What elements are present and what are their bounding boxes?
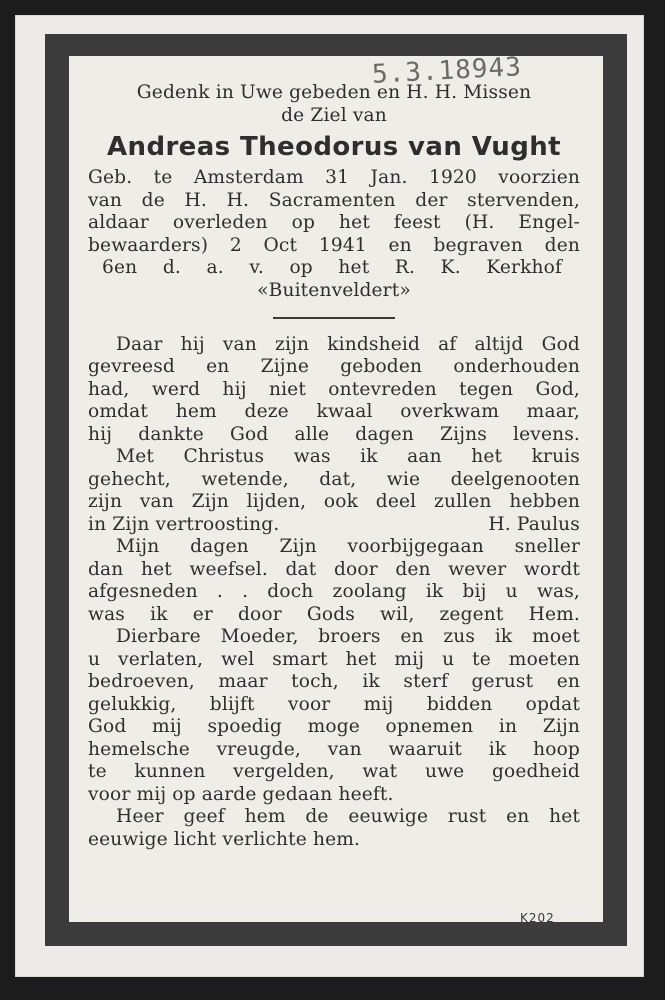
deceased-name: Andreas Theodorus van Vught <box>107 132 561 162</box>
body-line: was ik er door Gods wil, zegent Hem. <box>88 603 580 625</box>
body-line: Met Christus was ik aan het kruis <box>116 446 580 467</box>
body-line: omdat hem deze kwaal overkwam maar, <box>88 401 580 422</box>
header-line-2: de Ziel van <box>281 104 387 126</box>
body-line: gelukkig, blijft voor mij bidden opdat <box>88 693 580 715</box>
body-line: u verlaten, wel smart het mij u te moeten <box>88 648 580 670</box>
quote-attribution: H. Paulus <box>488 513 580 535</box>
body-line: hij dankte God alle dagen Zijns levens. <box>88 423 580 445</box>
body-line: Dierbare Moeder, broers en zus ik moet <box>116 626 580 647</box>
body-line: voor mij op aarde gedaan heeft. <box>88 783 394 805</box>
body-line: bedroeven, maar toch, ik sterf gerust en <box>88 671 580 692</box>
details-line: van de H. H. Sacramenten der stervenden, <box>88 189 580 211</box>
body-line: eeuwige licht verlichte hem. <box>88 828 361 850</box>
header-line-1: Gedenk in Uwe gebeden en H. H. Missen <box>136 82 532 103</box>
details-line: Geb. te Amsterdam 31 Jan. 1920 voorzien <box>88 167 580 188</box>
details-line: aldaar overleden op het feest (H. Engel- <box>88 212 580 233</box>
details-line: bewaarders) 2 Oct 1941 en begraven den <box>88 234 580 256</box>
body-line: te kunnen vergelden, wat uwe goedheid <box>88 761 580 782</box>
body-line: in Zijn vertroosting. <box>88 513 280 535</box>
body-line: gevreesd en Zijne geboden onderhouden <box>88 356 580 377</box>
body-line: Mijn dagen Zijn voorbijgegaan sneller <box>116 536 580 557</box>
body-line: hemelsche vreugde, van waaruit ik hoop <box>88 738 580 760</box>
body-line: had, werd hij niet ontevreden tegen God, <box>88 378 580 400</box>
card-text <box>88 82 580 851</box>
body-line: God mij spoedig moge opnemen in Zijn <box>88 716 580 737</box>
cemetery-name: «Buitenveldert» <box>257 279 411 301</box>
printer-code: K202 <box>520 911 555 925</box>
body-line: dan het weefsel. dat door den wever wordt <box>88 558 580 580</box>
details-line: 6en d. a. v. op het R. K. Kerkhof <box>102 257 562 278</box>
body-line: Daar hij van zijn kindsheid af altijd God <box>116 333 580 355</box>
body-line: Heer geef hem de eeuwige rust en het <box>116 806 580 827</box>
divider <box>273 317 395 319</box>
archive-number: 5.3.18943 <box>371 52 523 90</box>
quote-attribution-row <box>88 514 580 537</box>
body-line: gehecht, wetende, dat, wie deelgenooten <box>88 468 580 490</box>
body-line: afgesneden . . doch zoolang ik bij u was, <box>88 581 580 602</box>
body-line: zijn van Zijn lijden, ook deel zullen hebben <box>88 491 580 512</box>
